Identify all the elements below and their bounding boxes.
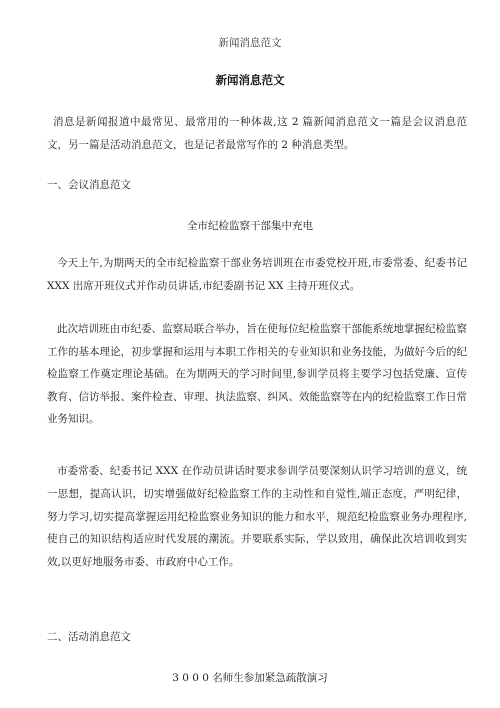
section-2-heading: 二、活动消息范文	[47, 631, 131, 643]
section-1-heading: 一、会议消息范文	[47, 179, 131, 191]
section-1-paragraph-1: 今天上午,为期两天的全市纪检监察干部业务培训班在市委党校开班,市委常委、纪委书记 XXX 出席开班仪式并作动员讲话,市纪委副书记 XX 主持开班仪式。	[47, 257, 467, 292]
document-title: 新闻消息范文	[215, 73, 285, 87]
section-2-subtitle: 3 0 0 0 名师生参加紧急疏散演习	[172, 672, 328, 684]
running-header: 新闻消息范文	[218, 37, 282, 49]
section-1-paragraph-2: 此次培训班由市纪委、监察局联合举办，旨在使每位纪检监察干部能系统地掌握纪检监察工作的基本理论，初步掌握和运用与本职工作相关的专业知识和业务技能，为做好今后的纪检监察工作奠定理论基础。在为期两天的学习时间里,参训学员将主要学习包括党廉、宣传教育、信访举报、案件检查、审理、执法监察、纠风、效能监察等在内的纪检监察工作日常业务知识。	[47, 323, 467, 426]
intro-paragraph: 消息是新闻报道中最常见、最常用的一种体裁,这 2 篇新闻消息范文一篇是会议消息范文，另一篇是活动消息范文，也是记者最常写作的 2 种消息类型。	[47, 116, 467, 151]
section-1-subtitle: 全市纪检监察干部集中充电	[187, 220, 313, 232]
section-1-paragraph-3: 市委常委、纪委书记 XXX 在作动员讲话时要求参训学员要深刻认识学习培训的意义，统一思想，提高认识，切实增强做好纪检监察工作的主动性和自觉性,端正态度，严明纪律，努力学习,切实提高掌握运用纪检监察业务知识的能力和水平，规范纪检监察业务办理程序,使自己的知识结构适应时代发展的潮流。并要联系实际，学以致用，确保此次培训收到实效,以更好地服务市委、市政府中心工作。	[47, 465, 467, 569]
